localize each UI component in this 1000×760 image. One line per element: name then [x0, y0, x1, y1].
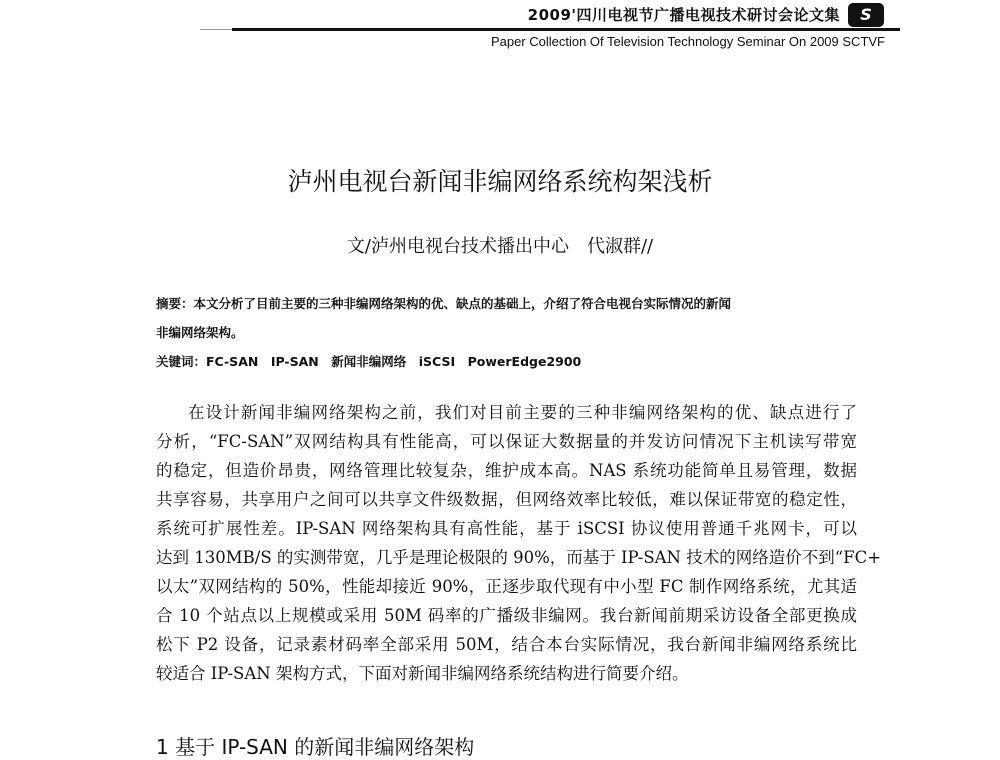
abstract-line: 非编网络架构。 — [156, 325, 244, 340]
body-line: 以太”双网结构的 50%，性能却接近 90%，正逐步取代现有中小型 FC 制作网络系统，尤其适 — [156, 577, 857, 596]
header-rule — [232, 28, 900, 31]
running-header-english: Paper Collection Of Television Technology Seminar On 2009 SCTVF — [490, 34, 885, 49]
abstract-line: 摘要：本文分析了目前主要的三种非编网络架构的优、缺点的基础上，介绍了符合电视台实际情况的新闻 — [156, 296, 732, 311]
body-line: 分析，“FC-SAN”双网结构具有性能高，可以保证大数据量的并发访问情况下主机读写带宽 — [156, 432, 857, 451]
body-line: 松下 P2 设备，记录素材码率全部采用 50M，结合本台实际情况，我台新闻非编网络系统比 — [156, 635, 857, 654]
logo-icon: S — [848, 3, 884, 27]
body-line: 合 10 个站点以上规模或采用 50M 码率的广播级非编网。我台新闻前期采访设备全部更换成 — [156, 606, 857, 625]
paper-title: 泸州电视台新闻非编网络系统构架浅析 — [287, 167, 713, 196]
running-header-chinese: 2009'四川电视节广播电视技术研讨会论文集 — [527, 6, 840, 24]
header-rule-faint — [200, 29, 232, 30]
section-heading: 1 基于 IP-SAN 的新闻非编网络架构 — [156, 735, 475, 759]
body-line: 共享容易，共享用户之间可以共享文件级数据，但网络效率比较低，难以保证带宽的稳定性， — [156, 490, 857, 509]
body-line: 的稳定，但造价昂贵，网络管理比较复杂，维护成本高。NAS 系统功能简单且易管理，数据 — [156, 461, 857, 480]
body-line: 在设计新闻非编网络架构之前，我们对目前主要的三种非编网络架构的优、缺点进行了 — [188, 403, 857, 422]
body-line: 达到 130MB/S 的实测带宽，几乎是理论极限的 90%，而基于 IP-SAN 技术的网络造价不到“FC+ — [156, 548, 882, 567]
author-line: 文/泸州电视台技术播出中心 代淑群// — [346, 236, 654, 257]
body-line: 系统可扩展性差。IP-SAN 网络架构具有高性能，基于 iSCSI 协议使用普通千兆网卡，可以 — [156, 519, 857, 538]
keywords: 关键词：FC-SAN IP-SAN 新闻非编网络 iSCSI PowerEdge2900 — [156, 354, 582, 369]
body-line: 较适合 IP-SAN 架构方式，下面对新闻非编网络系统结构进行简要介绍。 — [156, 664, 689, 683]
